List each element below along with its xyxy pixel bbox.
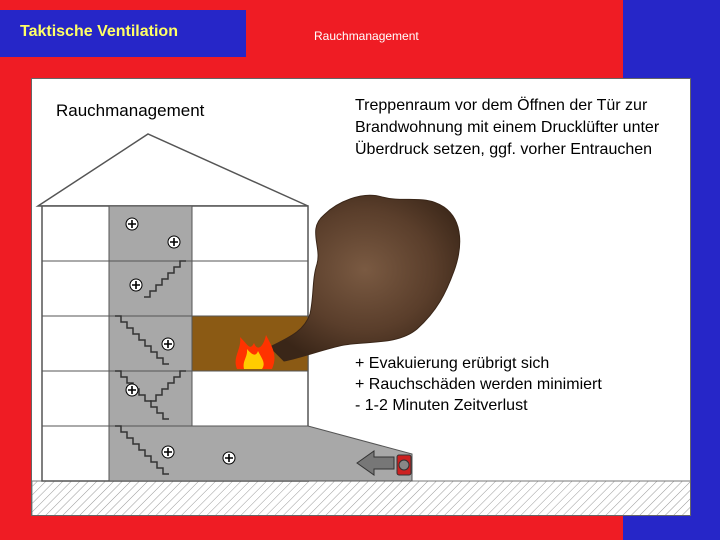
pressure-plus-icon	[162, 446, 174, 458]
ground	[32, 481, 691, 516]
pressure-plus-icon	[126, 218, 138, 230]
pressure-plus-icon	[223, 452, 235, 464]
bullet-item: + Evakuierung erübrigt sich	[355, 355, 550, 372]
presentation-title: Taktische Ventilation	[20, 23, 178, 40]
corridor-airflow	[109, 426, 412, 481]
pressure-plus-icon	[162, 338, 174, 350]
section-header: Rauchmanagement	[314, 29, 419, 43]
roof	[38, 134, 308, 206]
pressure-plus-icon	[168, 236, 180, 248]
slide-title: Rauchmanagement	[56, 101, 205, 120]
slide-panel	[31, 78, 691, 516]
bullet-list	[355, 353, 602, 416]
slide-description: Treppenraum vor dem Öffnen der Tür zur Brandwohnung mit einem Drucklüfter unter Überdruck setzen, ggf. vorher Entrauchen	[355, 97, 660, 158]
bullet-item: + Rauchschäden werden minimiert	[355, 376, 602, 393]
pressure-plus-icon	[130, 279, 142, 291]
pressure-plus-icon	[126, 384, 138, 396]
bullet-item: - 1-2 Minuten Zeitverlust	[355, 397, 528, 414]
